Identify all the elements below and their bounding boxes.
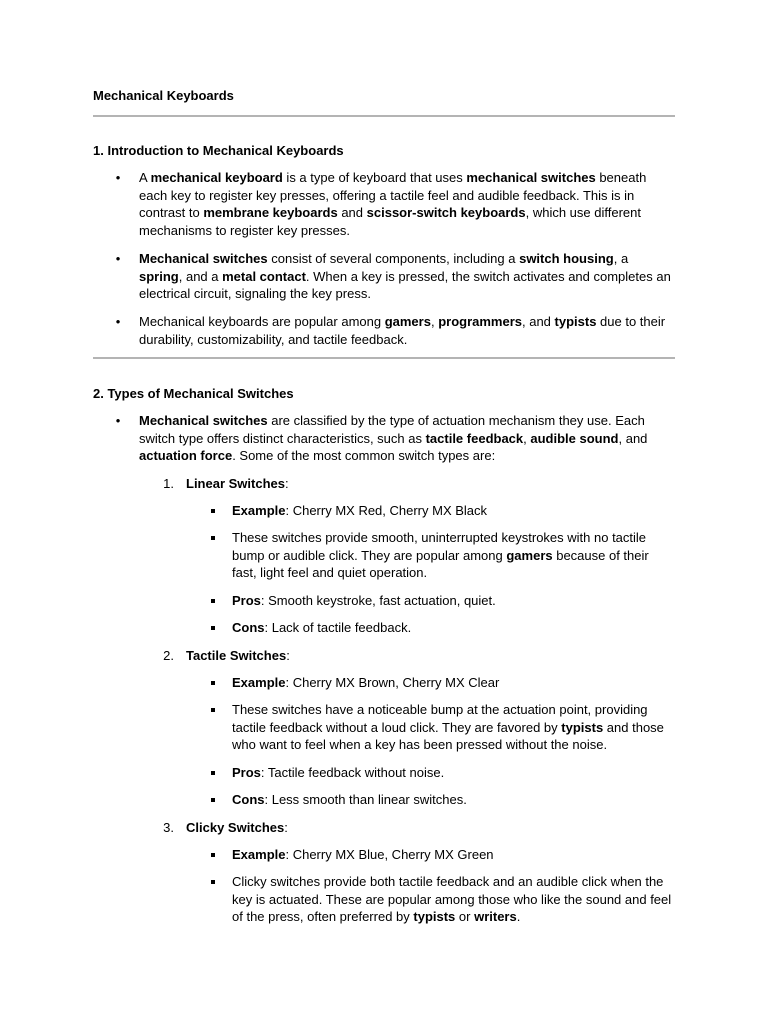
square-bullet-icon	[211, 599, 215, 603]
section-heading-introduction: 1. Introduction to Mechanical Keyboards	[93, 143, 344, 158]
intro-bullet-popularity: Mechanical keyboards are popular among gamers, programmers, and typists due to their durability, customizability, and tactile feedback.	[139, 314, 666, 347]
square-bullet-icon	[211, 880, 215, 884]
intro-bullet-mechanical-keyboard: A mechanical keyboard is a type of keyboard that uses mechanical switches beneath each key to register key presses, offering a tactile feel and audible feedback. This is in contrast to membrane keyboards and scissor-switch keyboards, which use different mechanisms to register key presses.	[139, 170, 647, 238]
list-number: 2.	[163, 648, 174, 663]
bullet-icon: •	[115, 314, 121, 329]
linear-pros: Pros: Smooth keystroke, fast actuation, quiet.	[232, 593, 496, 608]
tactile-switches-heading: Tactile Switches:	[186, 648, 290, 663]
horizontal-rule	[93, 115, 675, 117]
clicky-description: Clicky switches provide both tactile feedback and an audible click when the key is actuated. These are popular among those who like the sound and feel of the press, often preferred by typists or writers.	[232, 874, 672, 925]
section-heading-switch-types: 2. Types of Mechanical Switches	[93, 386, 294, 401]
clicky-switches-heading: Clicky Switches:	[186, 820, 288, 835]
square-bullet-icon	[211, 681, 215, 685]
tactile-cons: Cons: Less smooth than linear switches.	[232, 792, 467, 807]
square-bullet-icon	[211, 509, 215, 513]
square-bullet-icon	[211, 798, 215, 802]
square-bullet-icon	[211, 708, 215, 712]
horizontal-rule	[93, 357, 675, 359]
square-bullet-icon	[211, 771, 215, 775]
square-bullet-icon	[211, 626, 215, 630]
linear-switches-heading: Linear Switches:	[186, 476, 289, 491]
switch-types-intro: Mechanical switches are classified by the type of actuation mechanism they use. Each switch type offers distinct characteristics, such as tactile feedback, audible sound, and actuation force. Some of the most common switch types are:	[139, 413, 648, 464]
linear-description: These switches provide smooth, uninterrupted keystrokes with no tactile bump or audible click. They are popular among gamers because of their fast, light feel and quiet operation.	[232, 530, 649, 581]
tactile-pros: Pros: Tactile feedback without noise.	[232, 765, 445, 780]
linear-example: Example: Cherry MX Red, Cherry MX Black	[232, 503, 488, 518]
square-bullet-icon	[211, 536, 215, 540]
list-number: 1.	[163, 476, 174, 491]
bullet-icon: •	[115, 170, 121, 185]
list-number: 3.	[163, 820, 174, 835]
tactile-description: These switches have a noticeable bump at the actuation point, providing tactile feedback without a loud click. They are favored by typists and those who want to feel when a key has been pressed without the noise.	[232, 702, 664, 753]
clicky-example: Example: Cherry MX Blue, Cherry MX Green	[232, 847, 494, 862]
tactile-example: Example: Cherry MX Brown, Cherry MX Clear	[232, 675, 500, 690]
bullet-icon: •	[115, 413, 121, 428]
linear-cons: Cons: Lack of tactile feedback.	[232, 620, 412, 635]
bullet-icon: •	[115, 251, 121, 266]
square-bullet-icon	[211, 853, 215, 857]
document-title: Mechanical Keyboards	[93, 88, 234, 103]
intro-bullet-switch-components: Mechanical switches consist of several components, including a switch housing, a spring, and a metal contact. When a key is pressed, the switch activates and completes an electrical circuit, signaling the key press.	[139, 251, 671, 302]
